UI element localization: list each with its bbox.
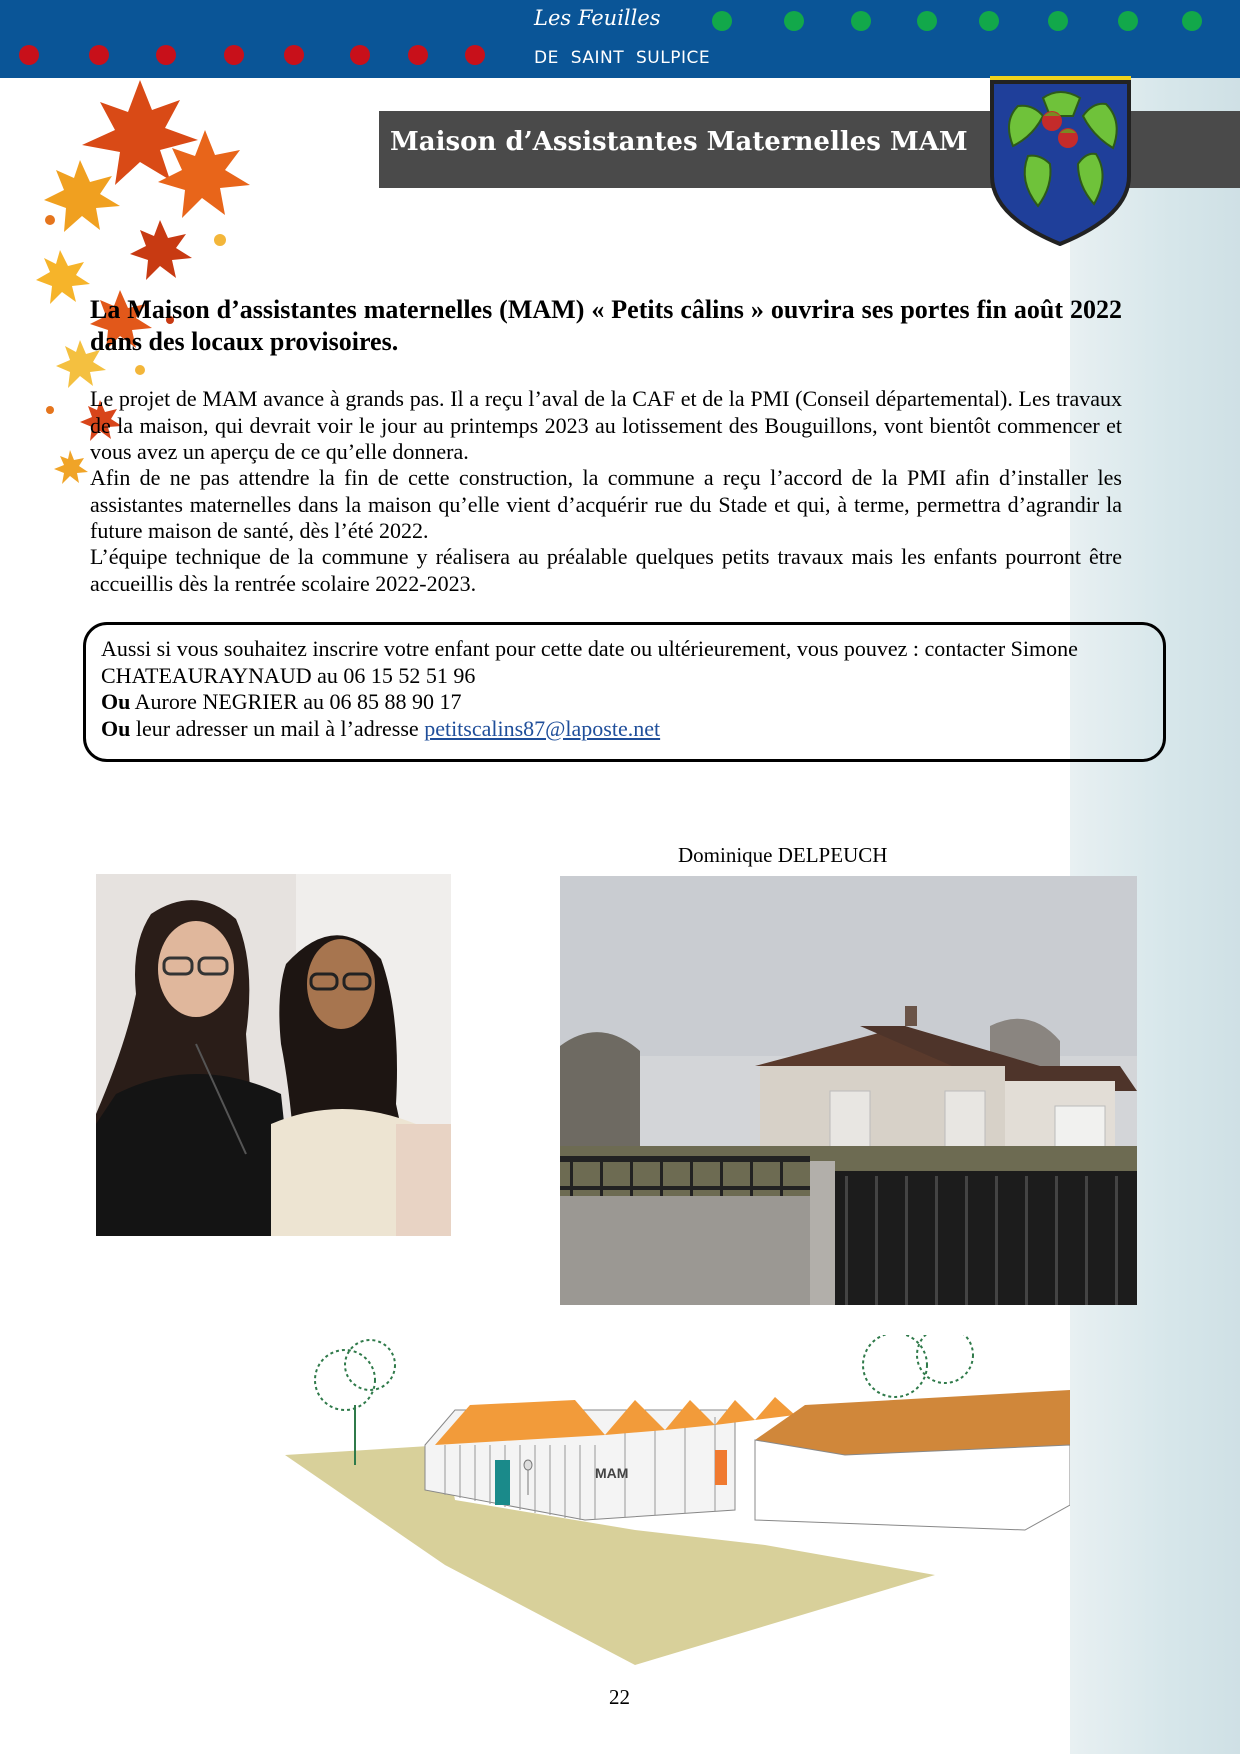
red-dot bbox=[465, 45, 485, 65]
sketch-mam-label: MAM bbox=[595, 1465, 629, 1481]
red-dot bbox=[408, 45, 428, 65]
or-label: Ou bbox=[101, 715, 131, 741]
article-paragraph: L’équipe technique de la commune y réalisera au préalable quelques petits travaux mais les enfants pourront être accueillis dès la rentrée scolaire 2022-2023. bbox=[90, 544, 1122, 596]
house-photo bbox=[560, 876, 1137, 1305]
red-dot bbox=[224, 45, 244, 65]
magazine-title: Les Feuilles bbox=[534, 6, 661, 30]
magazine-header bbox=[0, 0, 1240, 78]
red-dot bbox=[19, 45, 39, 65]
assistants-photo bbox=[96, 874, 451, 1236]
red-dot bbox=[156, 45, 176, 65]
magazine-subtitle: DE SAINT SULPICE bbox=[534, 48, 711, 68]
article-title: Maison d’Assistantes Maternelles MAM bbox=[390, 127, 968, 157]
or-label: Ou bbox=[101, 689, 131, 714]
contact-line-3: leur adresser un mail à l’adresse bbox=[130, 715, 425, 741]
article-lead: La Maison d’assistantes maternelles (MAM) « Petits câlins » ouvrira ses portes fin août 2022 dans des locaux provisoires. bbox=[90, 295, 1122, 356]
green-dot bbox=[979, 11, 999, 31]
green-dot bbox=[1182, 11, 1202, 31]
red-dot bbox=[89, 45, 109, 65]
green-dot bbox=[1048, 11, 1068, 31]
article-paragraph: Afin de ne pas attendre la fin de cette construction, la commune a reçu l’accord de la PMI afin d’installer les assistantes maternelles dans la maison qu’elle vient d’acquérir rue du Stade et qui, à terme, permettra d’agrandir la future maison de santé, dès l’été 2022. bbox=[90, 465, 1122, 543]
page-number: 22 bbox=[609, 1685, 630, 1709]
email-link[interactable]: petitscalins87@laposte.net bbox=[424, 715, 661, 741]
green-dot bbox=[712, 11, 732, 31]
contact-line-1: Aussi si vous souhaitez inscrire votre enfant pour cette date ou ultérieurement, vous pouvez : contacter Simone CHATEAURAYNAUD au 06 15 52 51 96 bbox=[101, 636, 1078, 688]
green-dot bbox=[851, 11, 871, 31]
green-dot bbox=[917, 11, 937, 31]
future-mam-sketch bbox=[285, 1335, 1070, 1665]
contact-line-2: Aurore NEGRIER au 06 85 88 90 17 bbox=[130, 689, 462, 714]
author-credit: Dominique DELPEUCH bbox=[678, 843, 888, 867]
article-paragraph: Le projet de MAM avance à grands pas. Il a reçu l’aval de la CAF et de la PMI (Conseil départemental). Les travaux de la maison, qui devrait voir le jour au printemps 2023 au lotissement des Bouguillons, vont bientôt commencer et vous avez un aperçu de ce qu’elle donnera. bbox=[90, 386, 1122, 464]
municipal-crest bbox=[988, 76, 1133, 246]
green-dot bbox=[784, 11, 804, 31]
red-dot bbox=[284, 45, 304, 65]
green-dot bbox=[1118, 11, 1138, 31]
red-dot bbox=[350, 45, 370, 65]
contact-info bbox=[101, 636, 1161, 742]
